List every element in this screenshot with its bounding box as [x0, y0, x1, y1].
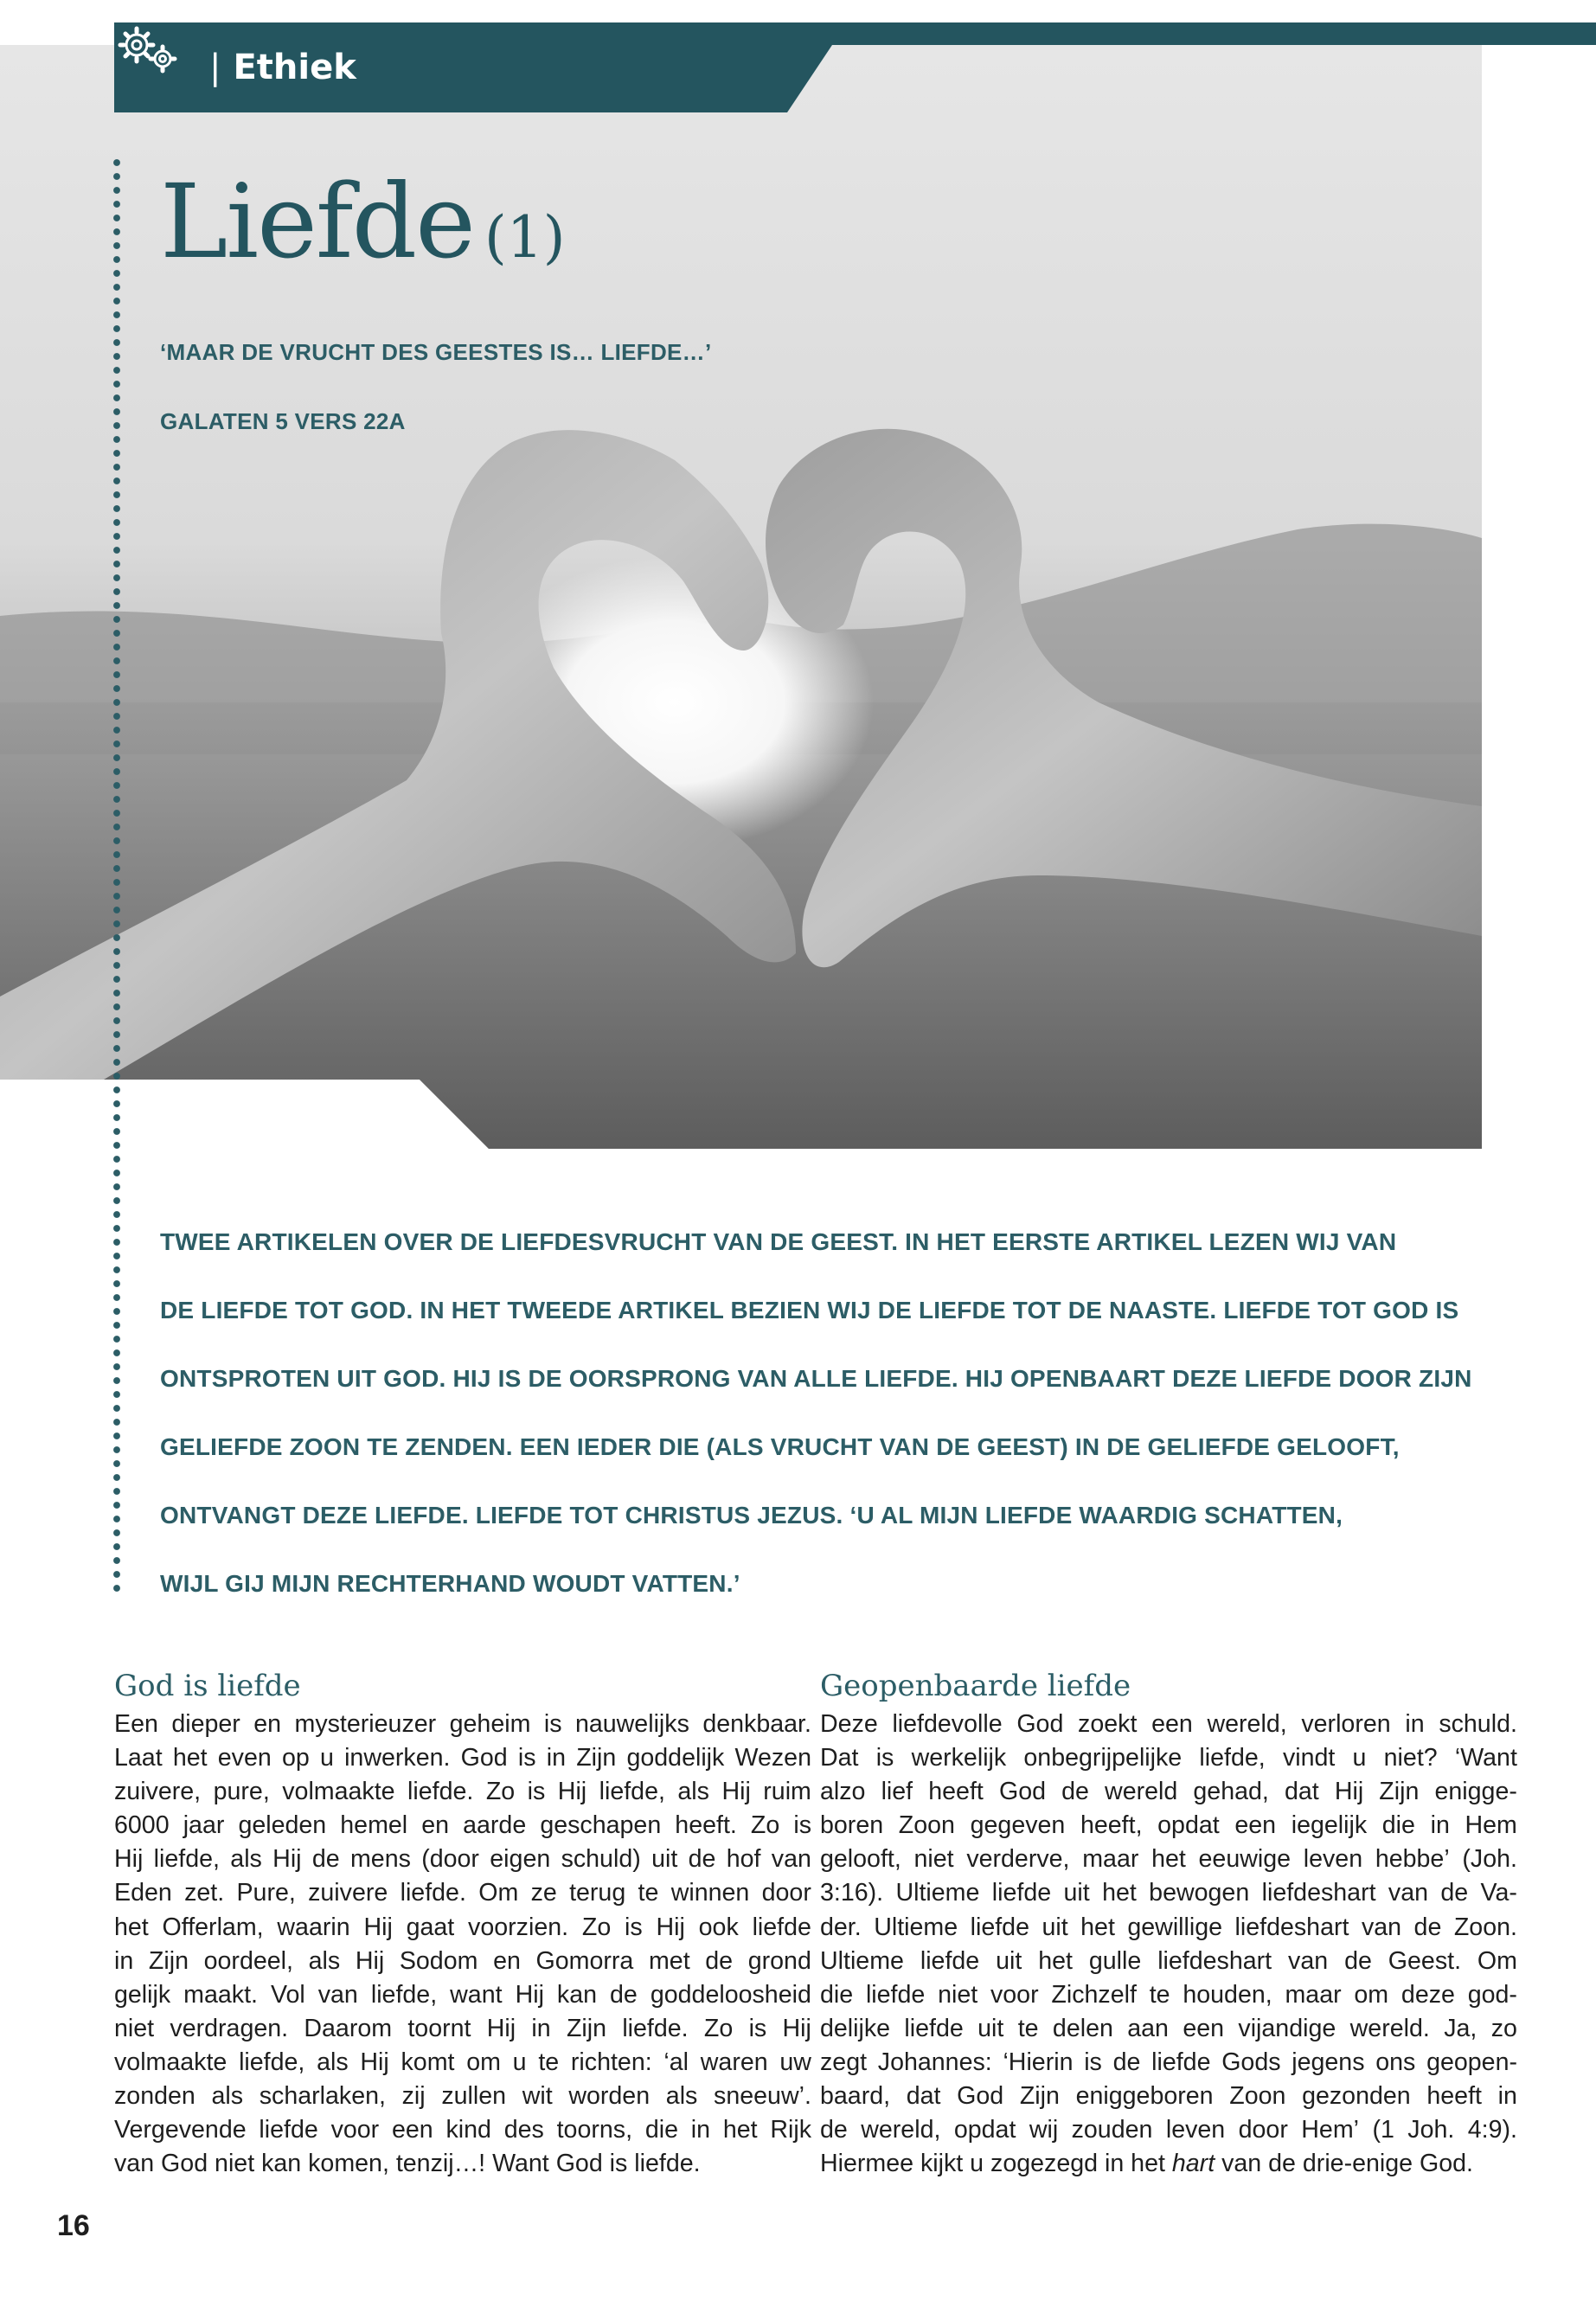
section-body-line: in Zijn oordeel, als Hij Sodom en Gomorra met de grond — [114, 1946, 811, 1975]
section-body-line: gelijk maakt. Vol van liefde, want Hij kan de goddeloosheid — [114, 1980, 811, 2009]
dotted-margin-line — [113, 156, 120, 1592]
section-body-line: boren Zoon gegeven heeft, opdat een iegelijk die in Hem — [820, 1811, 1517, 1840]
gears-icon — [114, 22, 183, 76]
section-body-line: zonden als scharlaken, zij zullen wit worden als sneeuw’. — [114, 2082, 811, 2111]
section-body-line: Ultieme liefde uit het gulle liefdeshart van de Geest. Om — [820, 1946, 1517, 1975]
section-body-line: 6000 jaar geleden hemel en aarde geschapen heeft. Zo is — [114, 1811, 811, 1840]
section-body — [820, 1708, 1517, 2147]
section-body-line: Vergevende liefde voor een kind des toorns, die in het Rijk — [114, 2116, 811, 2144]
section-body-line: der. Ultieme liefde uit het gewillige liefdeshart van de Zoon. — [820, 1913, 1517, 1941]
bible-quote-reference: GALATEN 5 VERS 22A — [160, 408, 406, 434]
section-heading: God is liefde — [114, 1669, 301, 1703]
section-body — [114, 1708, 811, 2181]
section-separator: | — [209, 48, 221, 87]
section-body-line: volmaakte liefde, als Hij komt om u te richten: ‘al waren uw — [114, 2048, 811, 2076]
page-title — [160, 161, 565, 298]
last-line-text: Hiermee kijkt u zogezegd in het — [820, 2150, 1172, 2178]
emphasis-text: hart — [1171, 2150, 1215, 2178]
intro-line: ONTVANGT DEZE LIEFDE. LIEFDE TOT CHRISTUS JEZUS. ‘U AL MIJN LIEFDE WAARDIG SCHATTEN, — [160, 1502, 1343, 1529]
section-body-line: die liefde niet voor Zichzelf te houden, maar om deze god- — [820, 1980, 1517, 2009]
section-body-line: delijke liefde uit te delen aan een vijandige wereld. Ja, zo — [820, 2014, 1517, 2042]
last-line-text: van de drie-enige God. — [1215, 2150, 1473, 2178]
section-label-text: Ethiek — [233, 48, 356, 87]
intro-paragraph — [160, 1220, 1472, 1630]
section-body-line: niet verdragen. Daarom toornt Hij in Zijn liefde. Zo is Hij — [114, 2014, 811, 2042]
intro-line: GELIEFDE ZOON TE ZENDEN. EEN IEDER DIE (ALS VRUCHT VAN DE GEEST) IN DE GELIEFDE GELOOFT, — [160, 1433, 1400, 1460]
section-body-last-line — [820, 2147, 1517, 2181]
intro-line: DE LIEFDE TOT GOD. IN HET TWEEDE ARTIKEL BEZIEN WIJ DE LIEFDE TOT DE NAASTE. LIEFDE TOT GOD IS — [160, 1297, 1459, 1324]
bible-quote: ‘MAAR DE VRUCHT DES GEESTES IS… LIEFDE…’ — [160, 339, 712, 365]
section-header-bar — [114, 22, 1596, 112]
intro-line: WIJL GIJ MIJN RECHTERHAND WOUDT VATTEN.’ — [160, 1570, 740, 1597]
section-heading: Geopenbaarde liefde — [820, 1669, 1131, 1703]
section-body-line: gelooft, niet verderve, maar het eeuwige leven hebbe’ (Joh. — [820, 1845, 1517, 1874]
section-body-line: Laat het even op u inwerken. God is in Zijn goddelijk Wezen — [114, 1744, 811, 1772]
section-body-line: Een dieper en mysterieuzer geheim is nauwelijks denkbaar. — [114, 1710, 811, 1738]
intro-line: ONTSPROTEN UIT GOD. HIJ IS DE OORSPRONG VAN ALLE LIEFDE. HIJ OPENBAART DEZE LIEFDE DOOR ZIJN — [160, 1365, 1472, 1392]
section-body-line: zuivere, pure, volmaakte liefde. Zo is Hij liefde, als Hij ruim — [114, 1778, 811, 1806]
section-body-line: Eden zet. Pure, zuivere liefde. Om ze terug te winnen door — [114, 1879, 811, 1907]
section-body-line: alzo lief heeft God de wereld gehad, dat Hij Zijn enigge- — [820, 1778, 1517, 1806]
section-body-line: de wereld, opdat wij zouden leven door Hem’ (1 Joh. 4:9). — [820, 2116, 1517, 2144]
section-label — [209, 43, 356, 92]
intro-line: TWEE ARTIKELEN OVER DE LIEFDESVRUCHT VAN DE GEEST. IN HET EERSTE ARTIKEL LEZEN WIJ VAN — [160, 1228, 1397, 1255]
page-number: 16 — [57, 2209, 90, 2242]
section-body-line: van God niet kan komen, tenzij…! Want God is liefde. — [114, 2150, 701, 2178]
section-body-line: Deze liefdevolle God zoekt een wereld, verloren in schuld. — [820, 1710, 1517, 1738]
section-body-line: 3:16). Ultieme liefde uit het bewogen liefdeshart van de Va- — [820, 1879, 1517, 1907]
section-body-line: Dat is werkelijk onbegrijpelijke liefde, vindt u niet? ‘Want — [820, 1744, 1517, 1772]
column-left — [114, 1666, 811, 2181]
section-body-line: Hij liefde, als Hij de mens (door eigen schuld) uit de hof van — [114, 1845, 811, 1874]
page-title-text: Liefde — [160, 162, 474, 281]
section-body-line: baard, dat God Zijn eniggeboren Zoon gezonden heeft in — [820, 2082, 1517, 2111]
column-right — [820, 1666, 1517, 2181]
section-body-line: zegt Johannes: ‘Hierin is de liefde Gods jegens ons geopen- — [820, 2048, 1517, 2076]
section-body-line: het Offerlam, waarin Hij gaat voorzien. Zo is Hij ook liefde — [114, 1913, 811, 1941]
page-title-number: (1) — [484, 204, 566, 271]
